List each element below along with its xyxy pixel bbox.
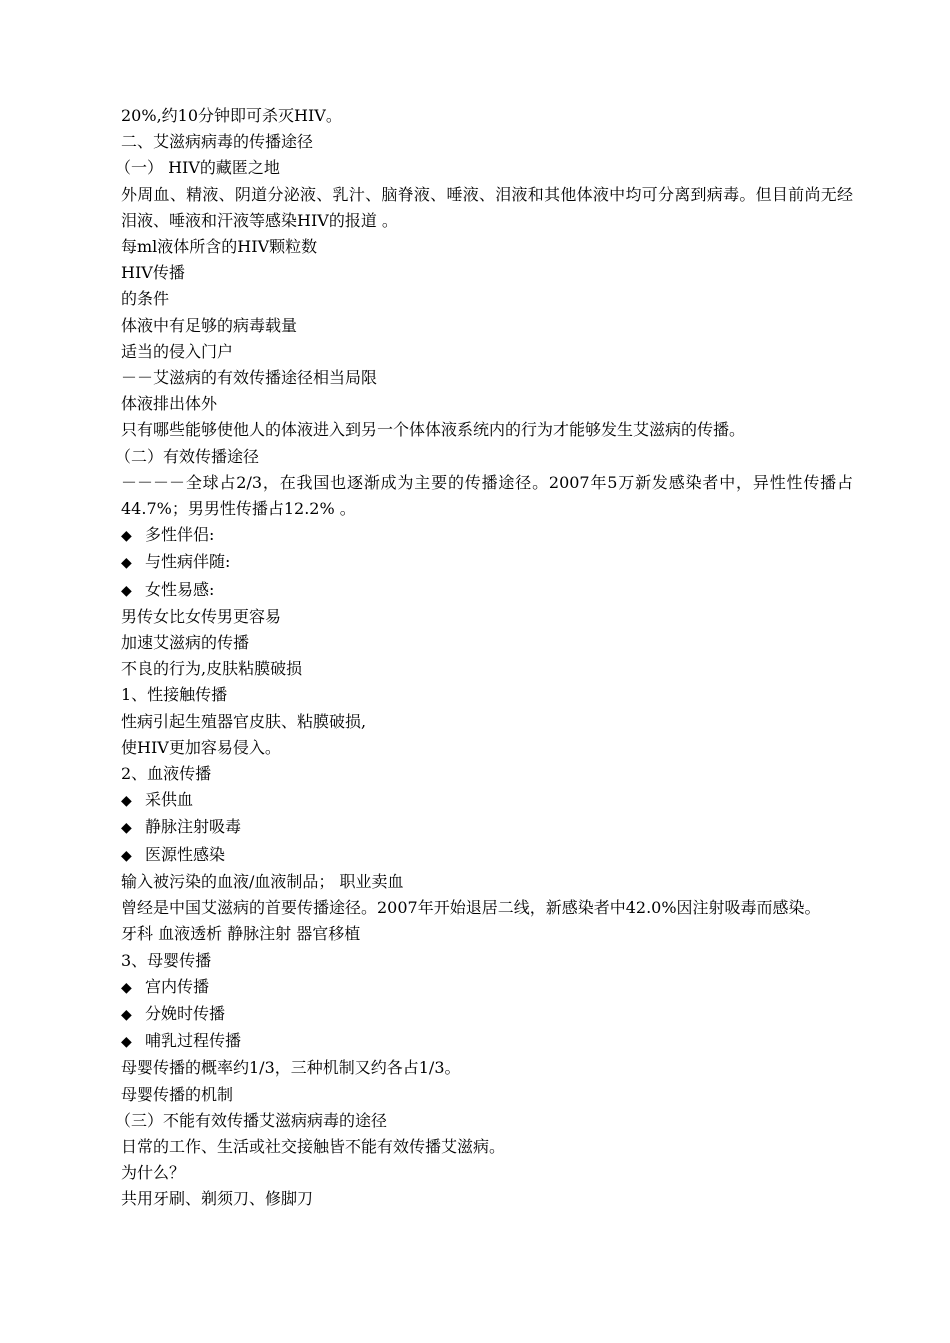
diamond-bullet-icon: ◆ [121, 820, 132, 837]
bullet-text: 女性易感: [145, 579, 215, 599]
text-line: 日常的工作、生活或社交接触皆不能有效传播艾滋病。 [121, 1136, 506, 1156]
bullet-text: 采供血 [145, 790, 194, 810]
text-line: 20%,约10分钟即可杀灭HIV。 [121, 106, 342, 125]
bullet-text: 多性伴侣: [145, 525, 215, 545]
diamond-bullet-icon: ◆ [121, 847, 132, 864]
bullet-item [121, 787, 853, 814]
numbered-heading: 3、母婴传播 [121, 950, 212, 970]
text-line: 为什么？ [121, 1163, 186, 1183]
document-body [115, 103, 853, 1213]
text-line: 母婴传播的概率约1/3，三种机制又约各占1/3。 [121, 1058, 461, 1078]
bullet-item [121, 577, 853, 604]
text-line: －－艾滋病的有效传播途径相当局限 [121, 368, 378, 388]
paragraph: 曾经是中国艾滋病的首要传播途径。2007年开始退居二线，新感染者中42.0%因注射吸毒而感染。 [121, 898, 821, 918]
diamond-bullet-icon: ◆ [121, 582, 132, 599]
subsection-heading: （三）不能有效传播艾滋病病毒的途径 [115, 1110, 388, 1130]
bullet-text: 与性病伴随: [145, 552, 231, 572]
bullet-item [121, 974, 853, 1001]
subsection-heading: （一） HIV的藏匿之地 [115, 158, 280, 178]
text-line: 输入被污染的血液/血液制品； 职业卖血 [121, 871, 404, 891]
subsection-heading: （二）有效传播途径 [115, 446, 260, 466]
text-line: 牙科 血液透析 静脉注射 器官移植 [121, 924, 361, 944]
paragraph: 外周血、精液、阴道分泌液、乳汁、脑脊液、唾液、泪液和其他体液中均可分离到病毒。但目前尚无经泪液、唾液和汗液等感染HIV的报道 。 [121, 184, 853, 230]
text-line: 加速艾滋病的传播 [121, 633, 250, 653]
diamond-bullet-icon: ◆ [121, 793, 132, 810]
paragraph: 只有哪些能够使他人的体液进入到另一个体体液系统内的行为才能够发生艾滋病的传播。 [121, 420, 746, 440]
diamond-bullet-icon: ◆ [121, 1034, 132, 1051]
text-line: 体液中有足够的病毒载量 [121, 315, 298, 335]
text-line: 的条件 [121, 289, 170, 309]
text-line: 共用牙刷、剃须刀、修脚刀 [121, 1189, 314, 1209]
diamond-bullet-icon: ◆ [121, 1006, 132, 1023]
bullet-text: 分娩时传播 [145, 1003, 226, 1023]
text-line: 适当的侵入门户 [121, 341, 234, 361]
numbered-heading: 2、血液传播 [121, 764, 212, 784]
bullet-item [121, 1028, 853, 1055]
section-heading: 二、艾滋病病毒的传播途径 [121, 132, 314, 152]
text-line: 男传女比女传男更容易 [121, 606, 282, 626]
bullet-item [121, 549, 853, 576]
bullet-item [121, 814, 853, 841]
text-line: 每ml液体所含的HIV颗粒数 [121, 237, 318, 257]
bullet-text: 医源性感染 [145, 844, 226, 864]
bullet-text: 宫内传播 [145, 976, 210, 996]
text-line: 使HIV更加容易侵入。 [121, 737, 281, 757]
diamond-bullet-icon: ◆ [121, 555, 132, 572]
numbered-heading: 1、性接触传播 [121, 685, 228, 705]
text-line: HIV传播 [121, 263, 185, 283]
bullet-text: 哺乳过程传播 [145, 1031, 242, 1051]
bullet-item [121, 1001, 853, 1028]
diamond-bullet-icon: ◆ [121, 528, 132, 545]
bullet-item [121, 522, 853, 549]
bullet-item [121, 842, 853, 869]
diamond-bullet-icon: ◆ [121, 979, 132, 996]
paragraph: －－－－全球占2/3，在我国也逐渐成为主要的传播途径。2007年5万新发感染者中，异性性传播占44.7%；男男性传播占12.2% 。 [121, 472, 853, 519]
bullet-text: 静脉注射吸毒 [145, 817, 242, 837]
text-line: 性病引起生殖器官皮肤、粘膜破损, [121, 711, 367, 731]
text-line: 母婴传播的机制 [121, 1084, 234, 1104]
text-line: 不良的行为,皮肤粘膜破损 [121, 659, 303, 679]
text-line: 体液排出体外 [121, 394, 218, 414]
